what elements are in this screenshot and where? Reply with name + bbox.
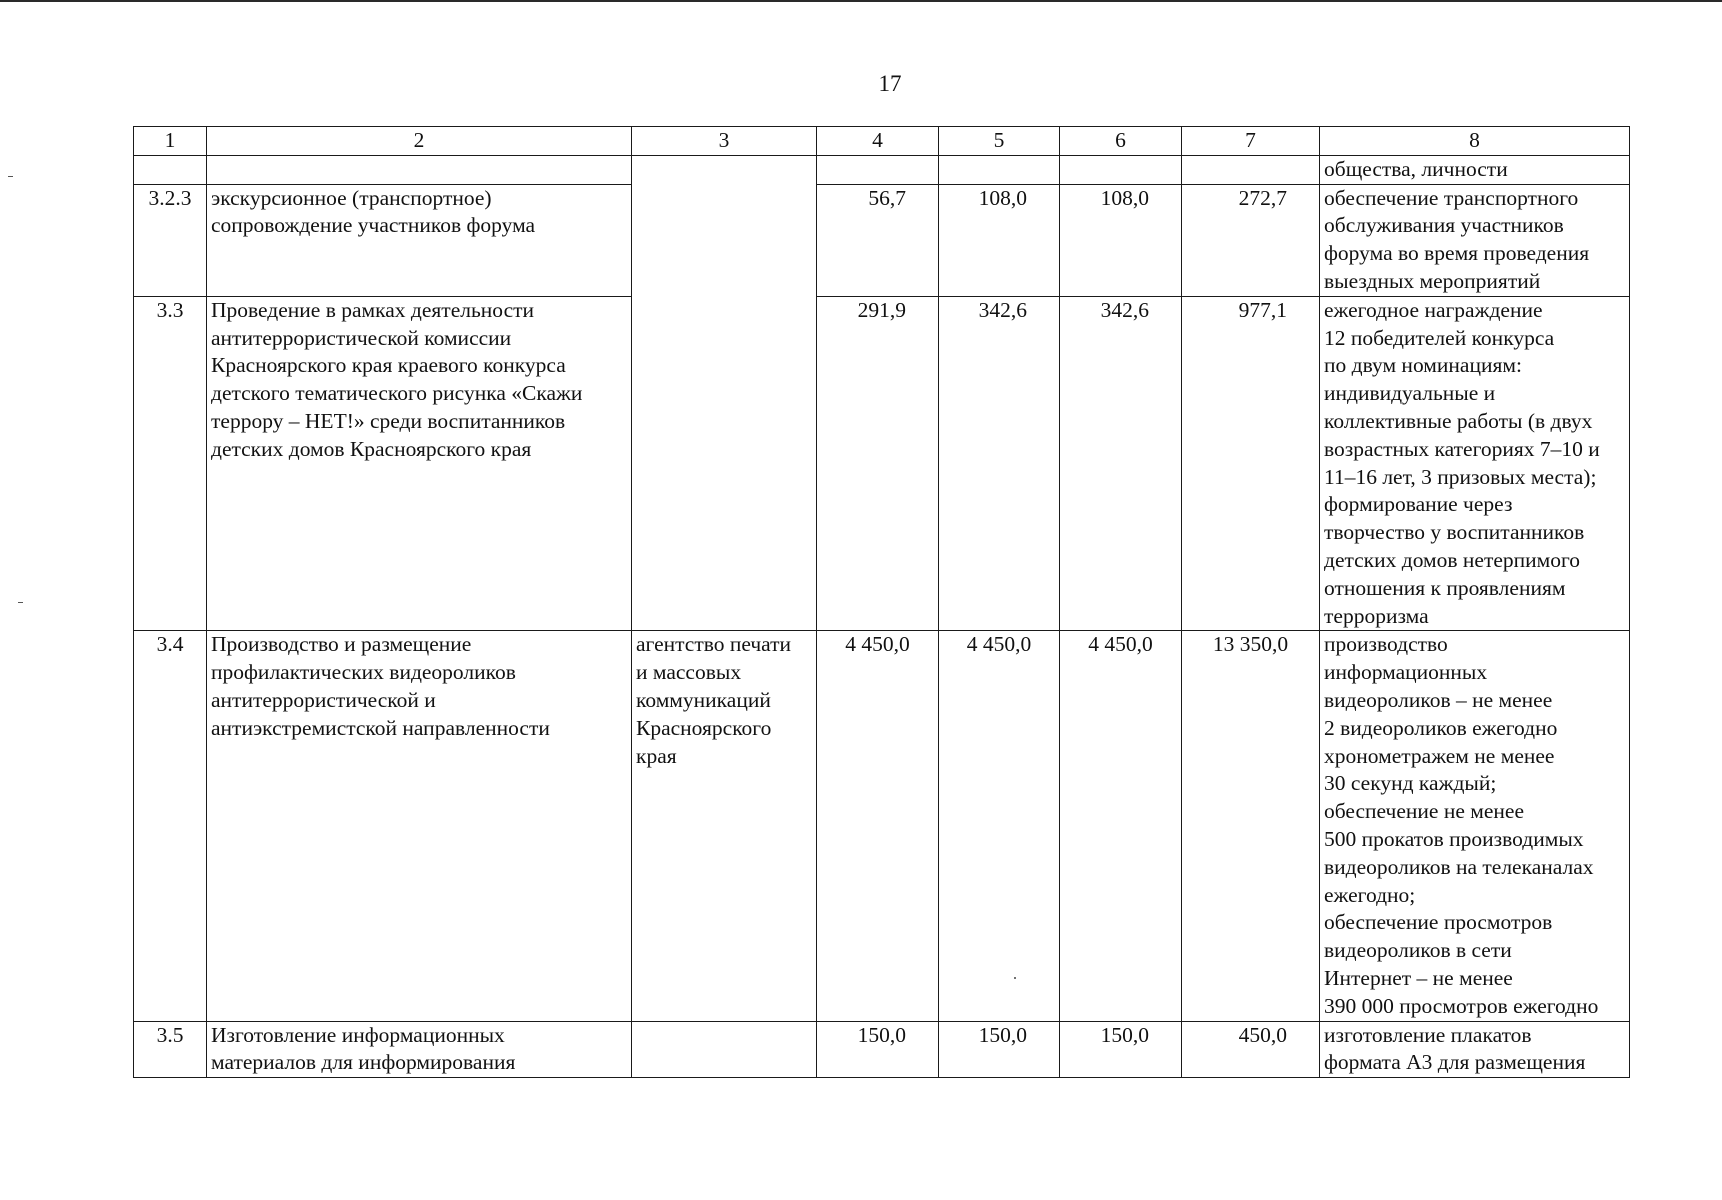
table-row <box>134 1021 1630 1078</box>
value-cell: 150,0 <box>939 1021 1060 1078</box>
value-cell: 4 450,0 <box>1060 631 1182 1021</box>
value-cell: 108,0 <box>1060 184 1182 296</box>
expected-result-cell: общества, личности <box>1320 155 1630 184</box>
executor-cell: агентство печати и массовых коммуникаций Красноярского края <box>632 631 817 1021</box>
value-cell: 108,0 <box>939 184 1060 296</box>
program-activities-table <box>133 126 1630 1078</box>
column-header: 4 <box>817 127 939 156</box>
activity-name-cell <box>207 155 632 184</box>
row-number-cell: 3.3 <box>134 296 207 631</box>
value-cell: 150,0 <box>1060 1021 1182 1078</box>
value-cell: 4 450,0 <box>817 631 939 1021</box>
column-header: 1 <box>134 127 207 156</box>
value-cell: 56,7 <box>817 184 939 296</box>
value-cell: 342,6 <box>1060 296 1182 631</box>
expected-result-cell: ежегодное награждение 12 победителей конкурса по двум номинациям: индивидуальные и коллективные работы (в двух возрастных категориях 7–10 и 11–16 лет, 3 призовых места); формирование через творчество у воспитанников детских домов нетерпимого отношения к проявлениям терроризма <box>1320 296 1630 631</box>
activity-name-cell: Проведение в рамках деятельности антитеррористической комиссии Красноярского края краевого конкурса детского тематического рисунка «Скажи террору – НЕТ!» среди воспитанников детских домов Красноярского края <box>207 296 632 631</box>
executor-cell <box>632 1021 817 1078</box>
value-cell: 342,6 <box>939 296 1060 631</box>
value-cell: 150,0 <box>817 1021 939 1078</box>
value-cell <box>817 155 939 184</box>
value-cell: 4 450,0 <box>939 631 1060 1021</box>
expected-result-cell: обеспечение транспортного обслуживания участников форума во время проведения выездных мероприятий <box>1320 184 1630 296</box>
activity-name-cell: Производство и размещение профилактических видеороликов антитеррористической и антиэкстремистской направленности <box>207 631 632 1021</box>
value-cell <box>939 155 1060 184</box>
table-row <box>134 631 1630 1021</box>
value-cell: 450,0 <box>1182 1021 1320 1078</box>
column-header: 2 <box>207 127 632 156</box>
column-header: 7 <box>1182 127 1320 156</box>
column-header: 6 <box>1060 127 1182 156</box>
column-number-row <box>134 127 1630 156</box>
table-row <box>134 184 1630 296</box>
executor-cell <box>632 155 817 631</box>
value-cell: 13 350,0 <box>1182 631 1320 1021</box>
scan-margin-mark <box>8 176 13 177</box>
column-header: 5 <box>939 127 1060 156</box>
row-number-cell: 3.5 <box>134 1021 207 1078</box>
row-number-cell: 3.2.3 <box>134 184 207 296</box>
row-number-cell: 3.4 <box>134 631 207 1021</box>
activity-name-cell: Изготовление информационных материалов для информирования <box>207 1021 632 1078</box>
page-number: 17 <box>878 71 902 96</box>
activity-name-cell: экскурсионное (транспортное) сопровождение участников форума <box>207 184 632 296</box>
scan-top-edge <box>0 0 1722 2</box>
column-header: 8 <box>1320 127 1630 156</box>
value-cell: 977,1 <box>1182 296 1320 631</box>
value-cell <box>1060 155 1182 184</box>
table-row <box>134 296 1630 631</box>
value-cell <box>1182 155 1320 184</box>
expected-result-cell: производство информационных видеороликов – не менее 2 видеороликов ежегодно хронометражем не менее 30 секунд каждый; обеспечение не менее 500 прокатов производимых видеороликов на телеканалах ежегодно; обеспечение просмотров видеороликов в сети Интернет – не менее 390 000 просмотров ежегодно <box>1320 631 1630 1021</box>
value-cell: 272,7 <box>1182 184 1320 296</box>
scan-margin-mark <box>18 602 23 603</box>
continuation-row <box>134 155 1630 184</box>
column-header: 3 <box>632 127 817 156</box>
value-cell: 291,9 <box>817 296 939 631</box>
row-number-cell <box>134 155 207 184</box>
expected-result-cell: изготовление плакатов формата А3 для размещения <box>1320 1021 1630 1078</box>
